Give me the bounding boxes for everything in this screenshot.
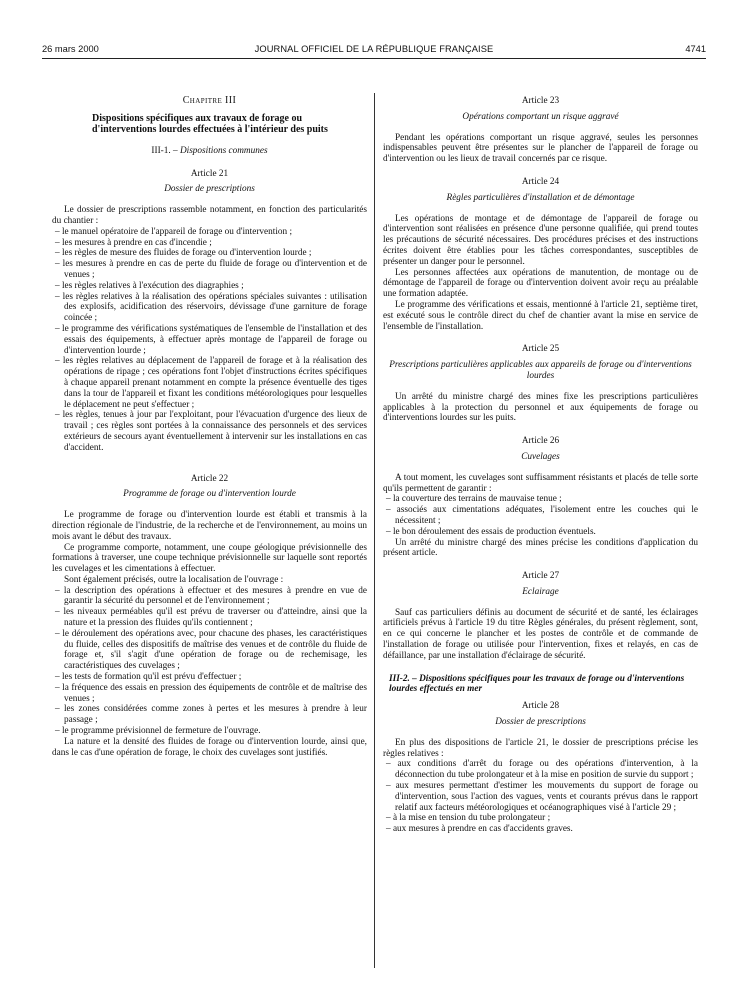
paragraph: Les opérations de montage et de démontage de l'appareil de forage ou d'intervention sont réalisées en présence d'une personne qualifiée, qui prend toutes les précautions de sécurité nécessaires. Des procédures précises et des instructions écrites doivent être établies pour les tâches correspondantes, susceptibles de présenter un danger pour le personnel. [383, 213, 698, 267]
list-item: – le déroulement des opérations avec, pour chacune des phases, les caractéristiques du fluide, celles des dispositifs de maîtrise des venues et de contrôle du fluide de forage et, s'il s'agit d'une opération de forage ou de rechemisage, les caractéristiques des cuvelages ; [52, 629, 367, 672]
article-title: Article 24 [521, 176, 560, 187]
section-title [52, 146, 367, 157]
paragraph: Les personnes affectées aux opérations de manutention, de montage ou de démontage de l'appareil de forage ou d'intervention doivent avoir reçu au préalable une formation adaptée. [383, 267, 698, 300]
article-heading: Cuvelages [521, 451, 560, 462]
bullet-list [383, 759, 698, 835]
list-item: – le bon déroulement des essais de production éventuels. [383, 527, 698, 538]
paragraph: Le programme de forage ou d'intervention lourde est établi et transmis à la direction régionale de l'industrie, de la recherche et de l'environnement, au moins un mois avant le début des travaux. [52, 510, 367, 542]
left-column [52, 96, 367, 758]
list-item: – les mesures à prendre en cas de perte du fluide de forage ou d'intervention et de venues ; [52, 259, 367, 281]
list-item: – la couverture des terrains de mauvaise tenue ; [383, 494, 698, 505]
list-item: – les règles de mesure des fluides de forage ou d'intervention lourde ; [52, 248, 367, 259]
list-item: – aux mesures à prendre en cas d'accidents graves. [383, 824, 698, 835]
paragraph: Sont également précisés, outre la localisation de l'ouvrage : [64, 574, 284, 585]
column-divider [374, 93, 375, 968]
article-title: Article 25 [521, 344, 560, 355]
article-title: Article 21 [190, 168, 229, 179]
list-item: – à la mise en tension du tube prolongateur ; [383, 813, 698, 824]
list-item: – aux conditions d'arrêt du forage ou des opérations d'intervention, à la déconnection du tube prolongateur et à la mise en position de survie du support ; [383, 759, 698, 781]
section-title: III-2. – Dispositions spécifiques pour les travaux de forage ou d'interventions lourdes effectués en mer [389, 673, 685, 695]
article-heading: Règles particulières d'installation et de démontage [446, 192, 635, 203]
list-item: – les tests de formation qu'il est prévu d'effectuer ; [52, 672, 367, 683]
paragraph: En plus des dispositions de l'article 21, le dossier de prescriptions précise les règles relatives : [383, 737, 698, 759]
article-heading: Prescriptions particulières applicables aux appareils de forage ou d'interventions lourdes [389, 360, 692, 381]
chapter-title: Dispositions spécifiques aux travaux de forage ou d'interventions lourdes effectuées à l'intérieur des puits [92, 112, 328, 136]
paragraph: Sauf cas particuliers définis au document de sécurité et de santé, les éclairages artificiels prévus à l'article 19 du titre Règles générales, du présent règlement, sont, en ce qui concerne le plancher et les postes de contrôle et de commande de l'installation de forage ou utilisée pour l'intervention, fixes et relayés, en cas de défaillance, par une installation d'éclairage de sécurité. [383, 607, 698, 661]
article-heading: Dossier de prescriptions [164, 184, 255, 195]
list-item: – le programme des vérifications systématiques de l'ensemble de l'installation et des essais des équipements, à effectuer après montage de l'appareil de forage ou d'intervention lourde ; [52, 324, 367, 356]
paragraph: Le programme des vérifications et essais, mentionné à l'article 21, septième tiret, est exécuté sous le contrôle direct du chef de chantier avant la mise en service de l'ensemble de l'installation. [383, 299, 698, 332]
paragraph: Le dossier de prescriptions rassemble notamment, en fonction des particularités du chantier : [52, 205, 367, 226]
list-item: – les niveaux perméables qu'il est prévu de traverser ou d'atteindre, ainsi que la nature et la pression des fluides qu'ils contiennent ; [52, 607, 367, 629]
list-item: – les mesures à prendre en cas d'incendie ; [52, 238, 367, 249]
article-title: Article 28 [521, 701, 560, 712]
list-item: – associés aux cimentations adéquates, l'isolement entre les couches qui le nécessitent ; [383, 505, 698, 527]
paragraph: Un arrêté du ministre chargé des mines fixe les prescriptions particulières applicables à la protection du personnel et aux équipements de forage ou d'interventions lourdes sur les puits. [383, 391, 698, 424]
paragraph: Ce programme comporte, notamment, une coupe géologique prévisionnelle des formations à traverser, une coupe technique prévisionnelle sur laquelle sont reportés les cuvelages et les cimentations à effectuer. [52, 542, 367, 575]
article-heading: Opérations comportant un risque aggravé [462, 111, 619, 122]
header-date: 26 mars 2000 [42, 44, 99, 54]
right-column [383, 96, 698, 835]
paragraph: Pendant les opérations comportant un risque aggravé, seules les personnes indispensables peuvent être présentes sur le plancher de l'appareil de forage ou d'intervention ou les lieux de travail concernés par ce risque. [383, 132, 698, 165]
paragraph: Un arrêté du ministre chargé des mines précise les conditions d'application du présent article. [383, 537, 698, 559]
paragraph: A tout moment, les cuvelages sont suffisamment résistants et placés de telle sorte qu'ils permettent de garantir : [383, 472, 698, 494]
list-item: – les règles relatives au déplacement de l'appareil de forage et à la réalisation des opérations de ripage ; ces opérations font l'objet d'instructions écrites spécifiques à chaque appareil prenant notamment en compte la présence éventuelle des tiges dans la tour de l'appareil et fixant les conditions météorologiques pour lesquelles le déplacement ne peut s'effectuer ; [52, 356, 367, 410]
bullet-list [52, 586, 367, 737]
article-title: Article 22 [190, 473, 229, 484]
list-item: – les règles relatives à l'exécution des diagraphies ; [52, 281, 367, 292]
article-heading: Dossier de prescriptions [495, 717, 586, 728]
article-title: Article 27 [521, 571, 560, 582]
list-item: – la fréquence des essais en pression des équipements de contrôle et de maîtrise des venues ; [52, 683, 367, 705]
list-item: – les règles relatives à la réalisation des opérations spéciales suivantes : utilisation des explosifs, acidification des réservoirs, dévissage d'une garniture de forage coincée ; [52, 292, 367, 324]
article-heading: Programme de forage ou d'intervention lourde [123, 489, 296, 500]
article-title: Article 23 [521, 96, 560, 106]
list-item: – le manuel opératoire de l'appareil de forage ou d'intervention ; [52, 227, 367, 238]
article-heading: Eclairage [522, 586, 559, 597]
paragraph: La nature et la densité des fluides de forage ou d'intervention lourde, ainsi que, dans le cas d'une opération de forage, le choix des cuvelages sont justifiés. [52, 736, 367, 758]
section-name: Dispositions communes [179, 145, 268, 156]
bullet-list [383, 494, 698, 537]
page-header [42, 44, 706, 59]
header-journal-title: JOURNAL OFFICIEL DE LA RÉPUBLIQUE FRANÇAISE [254, 44, 494, 54]
list-item: – la description des opérations à effectuer et des mesures à prendre en vue de garantir la sécurité du personnel et de l'environnement ; [52, 586, 367, 608]
bullet-list [52, 227, 367, 454]
list-item: – aux mesures permettant d'estimer les mouvements du support de forage ou d'intervention, sous l'action des vagues, vents et courants prévus dans le rapport relatif aux facteurs météorologiques et océanographiques visé à l'article 29 ; [383, 781, 698, 813]
section-number: III-1. – [151, 145, 178, 156]
chapter-label: Chapitre III [182, 95, 237, 106]
header-page-number: 4741 [685, 44, 706, 54]
article-title: Article 26 [521, 436, 560, 447]
list-item: – les règles, tenues à jour par l'exploitant, pour l'évacuation d'urgence des lieux de travail ; ces règles sont portées à la connaissance des personnels et des services extérieurs de secours ayant éventuellement à intervenir sur les installations en cas d'accident. [52, 410, 367, 453]
list-item: – le programme prévisionnel de fermeture de l'ouvrage. [52, 726, 367, 737]
list-item: – les zones considérées comme zones à pertes et les mesures à prendre à leur passage ; [52, 704, 367, 726]
